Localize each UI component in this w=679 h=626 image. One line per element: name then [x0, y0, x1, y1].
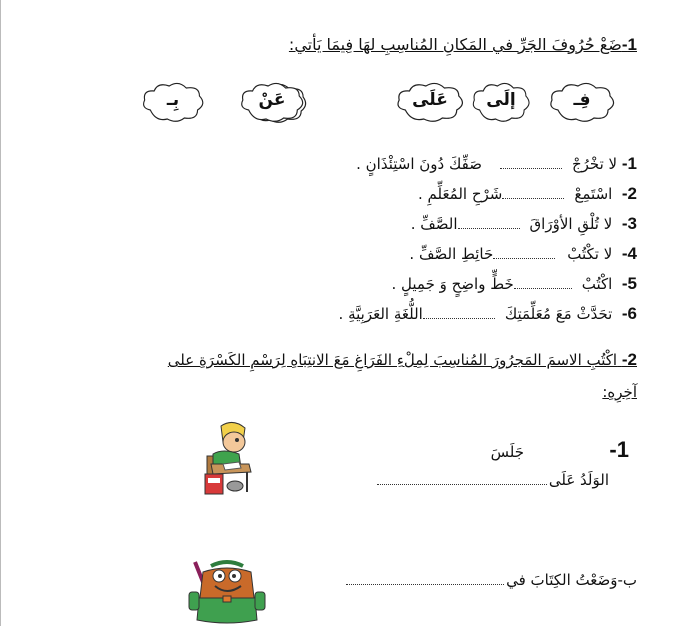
exercise-item-6	[339, 304, 637, 324]
sentence-text: الوَلَدُ عَلَى	[548, 471, 609, 489]
item-text-after: خَطٍّ واضِحٍ وَ جَمِيلٍ .	[391, 275, 514, 293]
cloud-word-ila	[469, 80, 533, 124]
blank-field[interactable]	[458, 216, 520, 229]
item-text-before: اسْتَمِعْ	[574, 185, 613, 203]
section1-title	[289, 35, 637, 55]
section-number: 2-	[621, 350, 637, 369]
item-number: 2-	[621, 184, 637, 203]
cloud-label: فِـ	[573, 90, 591, 110]
blank-field[interactable]	[502, 186, 564, 199]
item-number: 5-	[621, 274, 637, 293]
exercise-item-1	[356, 154, 637, 174]
question-1-number	[609, 437, 629, 462]
item-number: 1-	[621, 154, 637, 173]
blank-field[interactable]	[423, 306, 495, 319]
item-text-before: لا تخْرُجْ	[571, 155, 618, 173]
cloud-word-fi	[546, 80, 618, 124]
sentence-text: ب-وَضَعْتُ الكِتَابَ في	[506, 571, 637, 589]
cloud-label: بِـ	[166, 90, 180, 110]
section-title-text: ضَعْ حُرُوفَ الجَرِّ في المَكانِ المُناسِبِ لهَا فِيمَا يَأتي:	[288, 35, 622, 54]
section2-title-line1	[168, 350, 637, 370]
blank-field[interactable]	[346, 572, 504, 585]
item-number: 6-	[621, 304, 637, 323]
item-text-after: حَائِطِ الصَّفِّ .	[409, 245, 494, 263]
blank-field[interactable]	[377, 472, 547, 485]
blank-field[interactable]	[514, 276, 572, 289]
school-bag-illustration	[187, 558, 267, 626]
section-number: 1-	[621, 35, 637, 54]
item-text-after: صَفِّكَ دُونَ اسْتِئْذَانٍ .	[356, 155, 482, 173]
item-text-before: لا تكْتُبْ	[567, 245, 613, 263]
exercise-item-3	[411, 214, 637, 234]
cloud-label: عَنْ	[258, 90, 286, 110]
question-1-verb: جَلَسَ	[490, 443, 524, 461]
cloud-word-ala	[393, 80, 467, 124]
cloud-label: إلَى	[486, 90, 516, 110]
item-text-after: شَرْحِ المُعَلِّمِ .	[417, 185, 503, 203]
item-text-after: الصَّفِّ .	[410, 215, 458, 233]
boy-at-desk-illustration	[199, 420, 259, 496]
item-number: 4-	[621, 244, 637, 263]
exercise-item-2	[418, 184, 637, 204]
item-number: 1-	[609, 437, 629, 462]
exercise-item-5	[391, 274, 637, 294]
blank-field[interactable]	[500, 156, 562, 169]
cloud-word-an	[237, 80, 307, 124]
item-number: 3-	[621, 214, 637, 233]
exercise-item-4	[409, 244, 637, 264]
question-1-sentence	[375, 470, 609, 490]
section2-title-line2: آخِرِهِ:	[602, 383, 637, 401]
cloud-label: عَلَى	[412, 90, 448, 110]
item-text-before: تحَدَّثْ مَعَ مُعَلِّمَتِكَ	[504, 305, 613, 323]
blank-field[interactable]	[493, 246, 555, 259]
cloud-word-bi	[139, 80, 207, 124]
question-2-sentence	[344, 570, 637, 590]
section-title-text: اكْتُبِ الاسمَ المَجرُورَ المُناسِبَ لِمِلْءِ الفَرَاغِ مَعَ الانتِبَاهِ لِرَسْمِ الكَسْرَةِ على	[167, 351, 618, 369]
item-text-before: لا تُلْقِ الأوْرَاقَ	[529, 215, 613, 233]
item-text-before: اكْتُبْ	[581, 275, 613, 293]
item-text-after: اللُّغَةِ العَرَبِيَّةِ .	[338, 305, 423, 323]
